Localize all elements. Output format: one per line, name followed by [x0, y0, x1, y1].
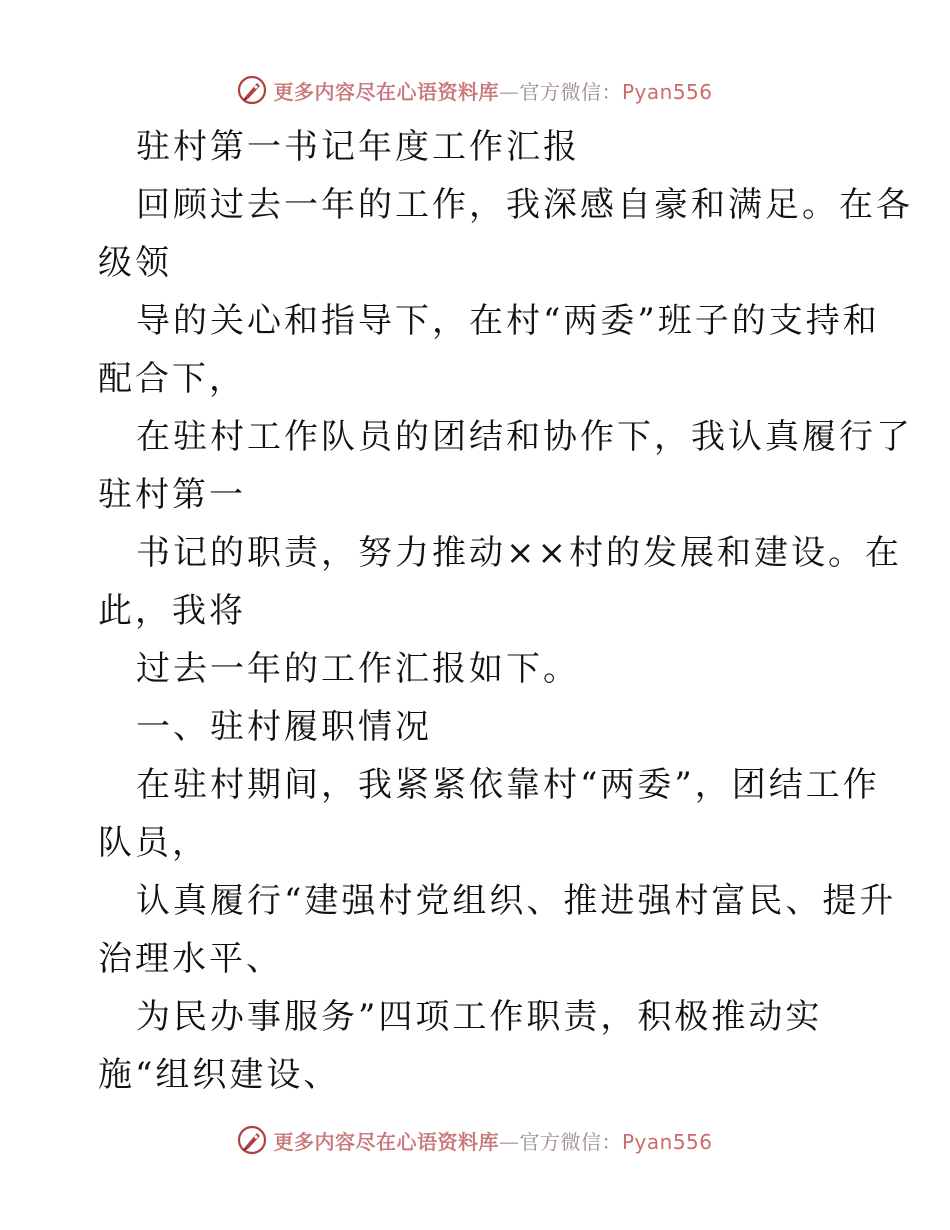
paragraph-line: 施“组织建设、 [98, 1055, 341, 1095]
watermark-site-text: 更多内容尽在心语资料库 [273, 79, 499, 104]
watermark-account: Pyan556 [621, 1129, 713, 1154]
pen-nib-logo-icon [237, 75, 267, 105]
paragraph-line: 队员， [98, 823, 209, 863]
watermark-wechat-label: 官方微信： [519, 79, 622, 104]
watermark-separator: — [498, 79, 520, 104]
paragraph-line: 认真履行“建强村党组织、推进强村富民、提升 [136, 881, 897, 921]
paragraph-line: 回顾过去一年的工作，我深感自豪和满足。在各 [136, 185, 913, 225]
paragraph-line: 治理水平、 [98, 939, 283, 979]
paragraph-line: 此，我将 [98, 591, 246, 631]
paragraph-line: 导的关心和指导下，在村“两委”班子的支持和 [136, 301, 880, 341]
paragraph-line: 书记的职责，努力推动××村的发展和建设。在 [136, 533, 902, 573]
watermark-footer [0, 1120, 950, 1160]
pen-nib-logo-icon [237, 1125, 267, 1155]
paragraph-line: 在驻村期间，我紧紧依靠村“两委”，团结工作 [136, 765, 880, 805]
paragraph-line: 在驻村工作队员的团结和协作下，我认真履行了 [136, 417, 913, 457]
paragraph-line: 级领 [98, 243, 172, 283]
paragraph-line: 驻村第一 [98, 475, 246, 515]
watermark-separator: — [498, 1129, 520, 1154]
document-body [98, 118, 913, 1104]
watermark-account: Pyan556 [621, 79, 713, 104]
paragraph-line: 过去一年的工作汇报如下。 [136, 649, 580, 689]
paragraph-line: 为民办事服务”四项工作职责，积极推动实 [136, 997, 823, 1037]
paragraph-line: 配合下， [98, 359, 246, 399]
watermark-site-text: 更多内容尽在心语资料库 [273, 1129, 499, 1154]
watermark-wechat-label: 官方微信： [519, 1129, 622, 1154]
document-title: 驻村第一书记年度工作汇报 [136, 127, 580, 167]
watermark-header [0, 70, 950, 110]
section-heading: 一、驻村履职情况 [136, 707, 432, 747]
